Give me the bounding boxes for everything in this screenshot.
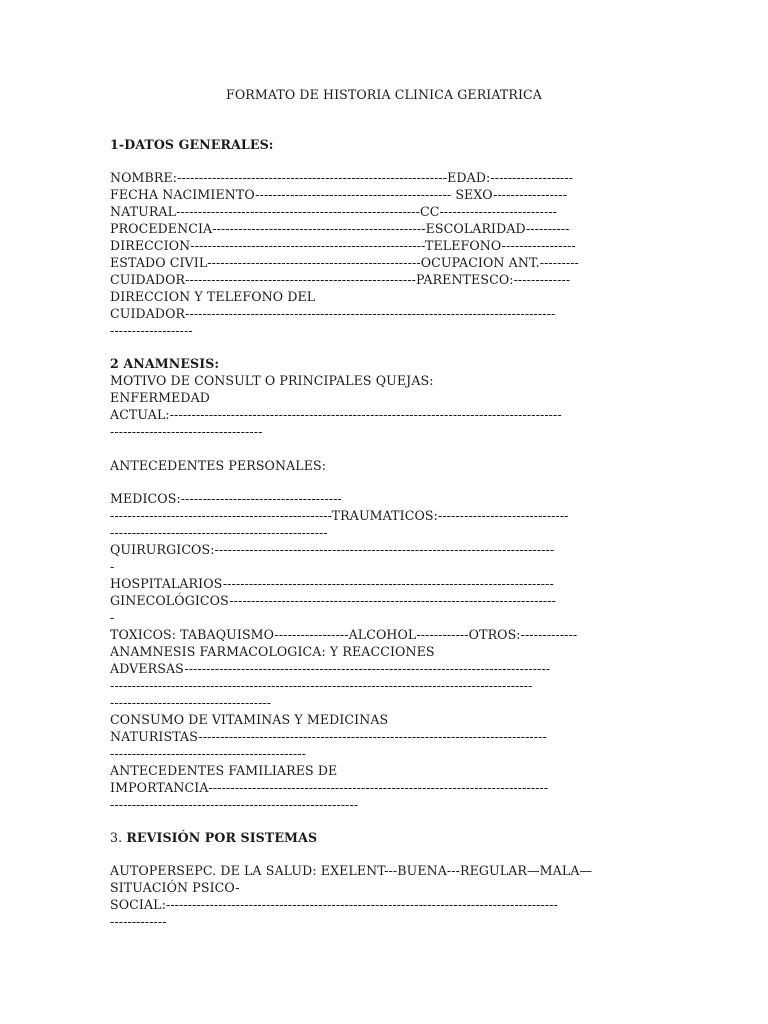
field-traumaticos-continuation: --------------------------------------------------	[110, 525, 328, 540]
field-enfermedad-label: ENFERMEDAD	[110, 390, 211, 405]
field-importancia: IMPORTANCIA------------------------------------------------------------------------------	[110, 780, 549, 795]
field-vitaminas-label: CONSUMO DE VITAMINAS Y MEDICINAS	[110, 712, 389, 727]
field-estado-civil-ocupacion: ESTADO CIVIL-------------------------------------------------OCUPACION ANT.---------	[110, 255, 579, 270]
field-toxicos: TOXICOS: TABAQUISMO-----------------ALCOHOL------------OTROS:-------------	[110, 627, 578, 642]
field-cuidador-parentesco: CUIDADOR-----------------------------------------------------PARENTESCO:-------------	[110, 272, 571, 287]
document-title: FORMATO DE HISTORIA CLINICA GERIATRICA	[226, 87, 542, 102]
field-fecha-nacimiento-sexo: FECHA NACIMIENTO--------------------------------------------- SEXO-----------------	[110, 187, 568, 202]
section-3-title: REVISIÓN POR SISTEMAS	[126, 830, 318, 845]
field-adversas: ADVERSAS------------------------------------------------------------------------------------	[110, 661, 551, 676]
field-ginecologicos-continuation: -	[110, 610, 115, 625]
field-quirurgicos: QUIRURGICOS:------------------------------------------------------------------------------	[110, 542, 555, 557]
field-enfermedad-actual: ACTUAL:------------------------------------------------------------------------------------------	[110, 407, 562, 422]
section-3-heading	[110, 829, 658, 846]
field-ginecologicos: GINECOLÓGICOS---------------------------------------------------------------------------	[110, 593, 556, 608]
field-direccion-telefono: DIRECCION------------------------------------------------------TELEFONO-----------------	[110, 238, 576, 253]
field-quirurgicos-continuation: -	[110, 559, 115, 574]
field-situacion-psico-label: SITUACIÓN PSICO-	[110, 880, 240, 895]
field-cuidador-continuation: -------------------	[110, 323, 193, 338]
field-antecedentes-familiares-label: ANTECEDENTES FAMILIARES DE	[110, 763, 338, 778]
field-naturistas-continuation: ---------------------------------------------	[110, 746, 306, 761]
section-1-heading: 1-DATOS GENERALES:	[110, 137, 274, 152]
field-adversas-continuation-2: -------------------------------------	[110, 695, 272, 710]
field-natural-cc: NATURAL--------------------------------------------------------CC---------------------------	[110, 204, 558, 219]
field-naturistas: NATURISTAS--------------------------------------------------------------------------------	[110, 729, 547, 744]
section-3-number: 3.	[110, 830, 123, 845]
antecedentes-personales-heading: ANTECEDENTES PERSONALES:	[110, 458, 327, 473]
field-adversas-continuation-1: -------------------------------------------------------------------------------------------------	[110, 678, 533, 693]
field-importancia-continuation: ---------------------------------------------------------	[110, 797, 359, 812]
field-social: SOCIAL:------------------------------------------------------------------------------------------	[110, 897, 558, 912]
field-social-continuation: -------------	[110, 914, 167, 929]
field-procedencia-escolaridad: PROCEDENCIA-------------------------------------------------ESCOLARIDAD----------	[110, 221, 570, 236]
field-motivo-consulta: MOTIVO DE CONSULT O PRINCIPALES QUEJAS:	[110, 373, 434, 388]
field-direccion-telefono-cuidador-label: DIRECCION Y TELEFONO DEL	[110, 289, 316, 304]
field-hospitalarios: HOSPITALARIOS----------------------------------------------------------------------------	[110, 576, 554, 591]
field-traumaticos: ---------------------------------------------------TRAUMATICOS:------------------------------	[110, 508, 569, 523]
field-medicos: MEDICOS:-------------------------------------	[110, 491, 342, 506]
field-anamnesis-farmacologica-label: ANAMNESIS FARMACOLOGICA: Y REACCIONES	[110, 644, 435, 659]
field-autopercepcion-salud: AUTOPERSEPC. DE LA SALUD: EXELENT---BUENA---REGULAR—MALA—	[110, 863, 593, 878]
section-2-heading: 2 ANAMNESIS:	[110, 356, 220, 371]
field-enfermedad-continuation: -----------------------------------	[110, 424, 263, 439]
field-nombre-edad: NOMBRE:--------------------------------------------------------------EDAD:-------------------	[110, 170, 574, 185]
field-cuidador-line: CUIDADOR-------------------------------------------------------------------------------------	[110, 306, 556, 321]
